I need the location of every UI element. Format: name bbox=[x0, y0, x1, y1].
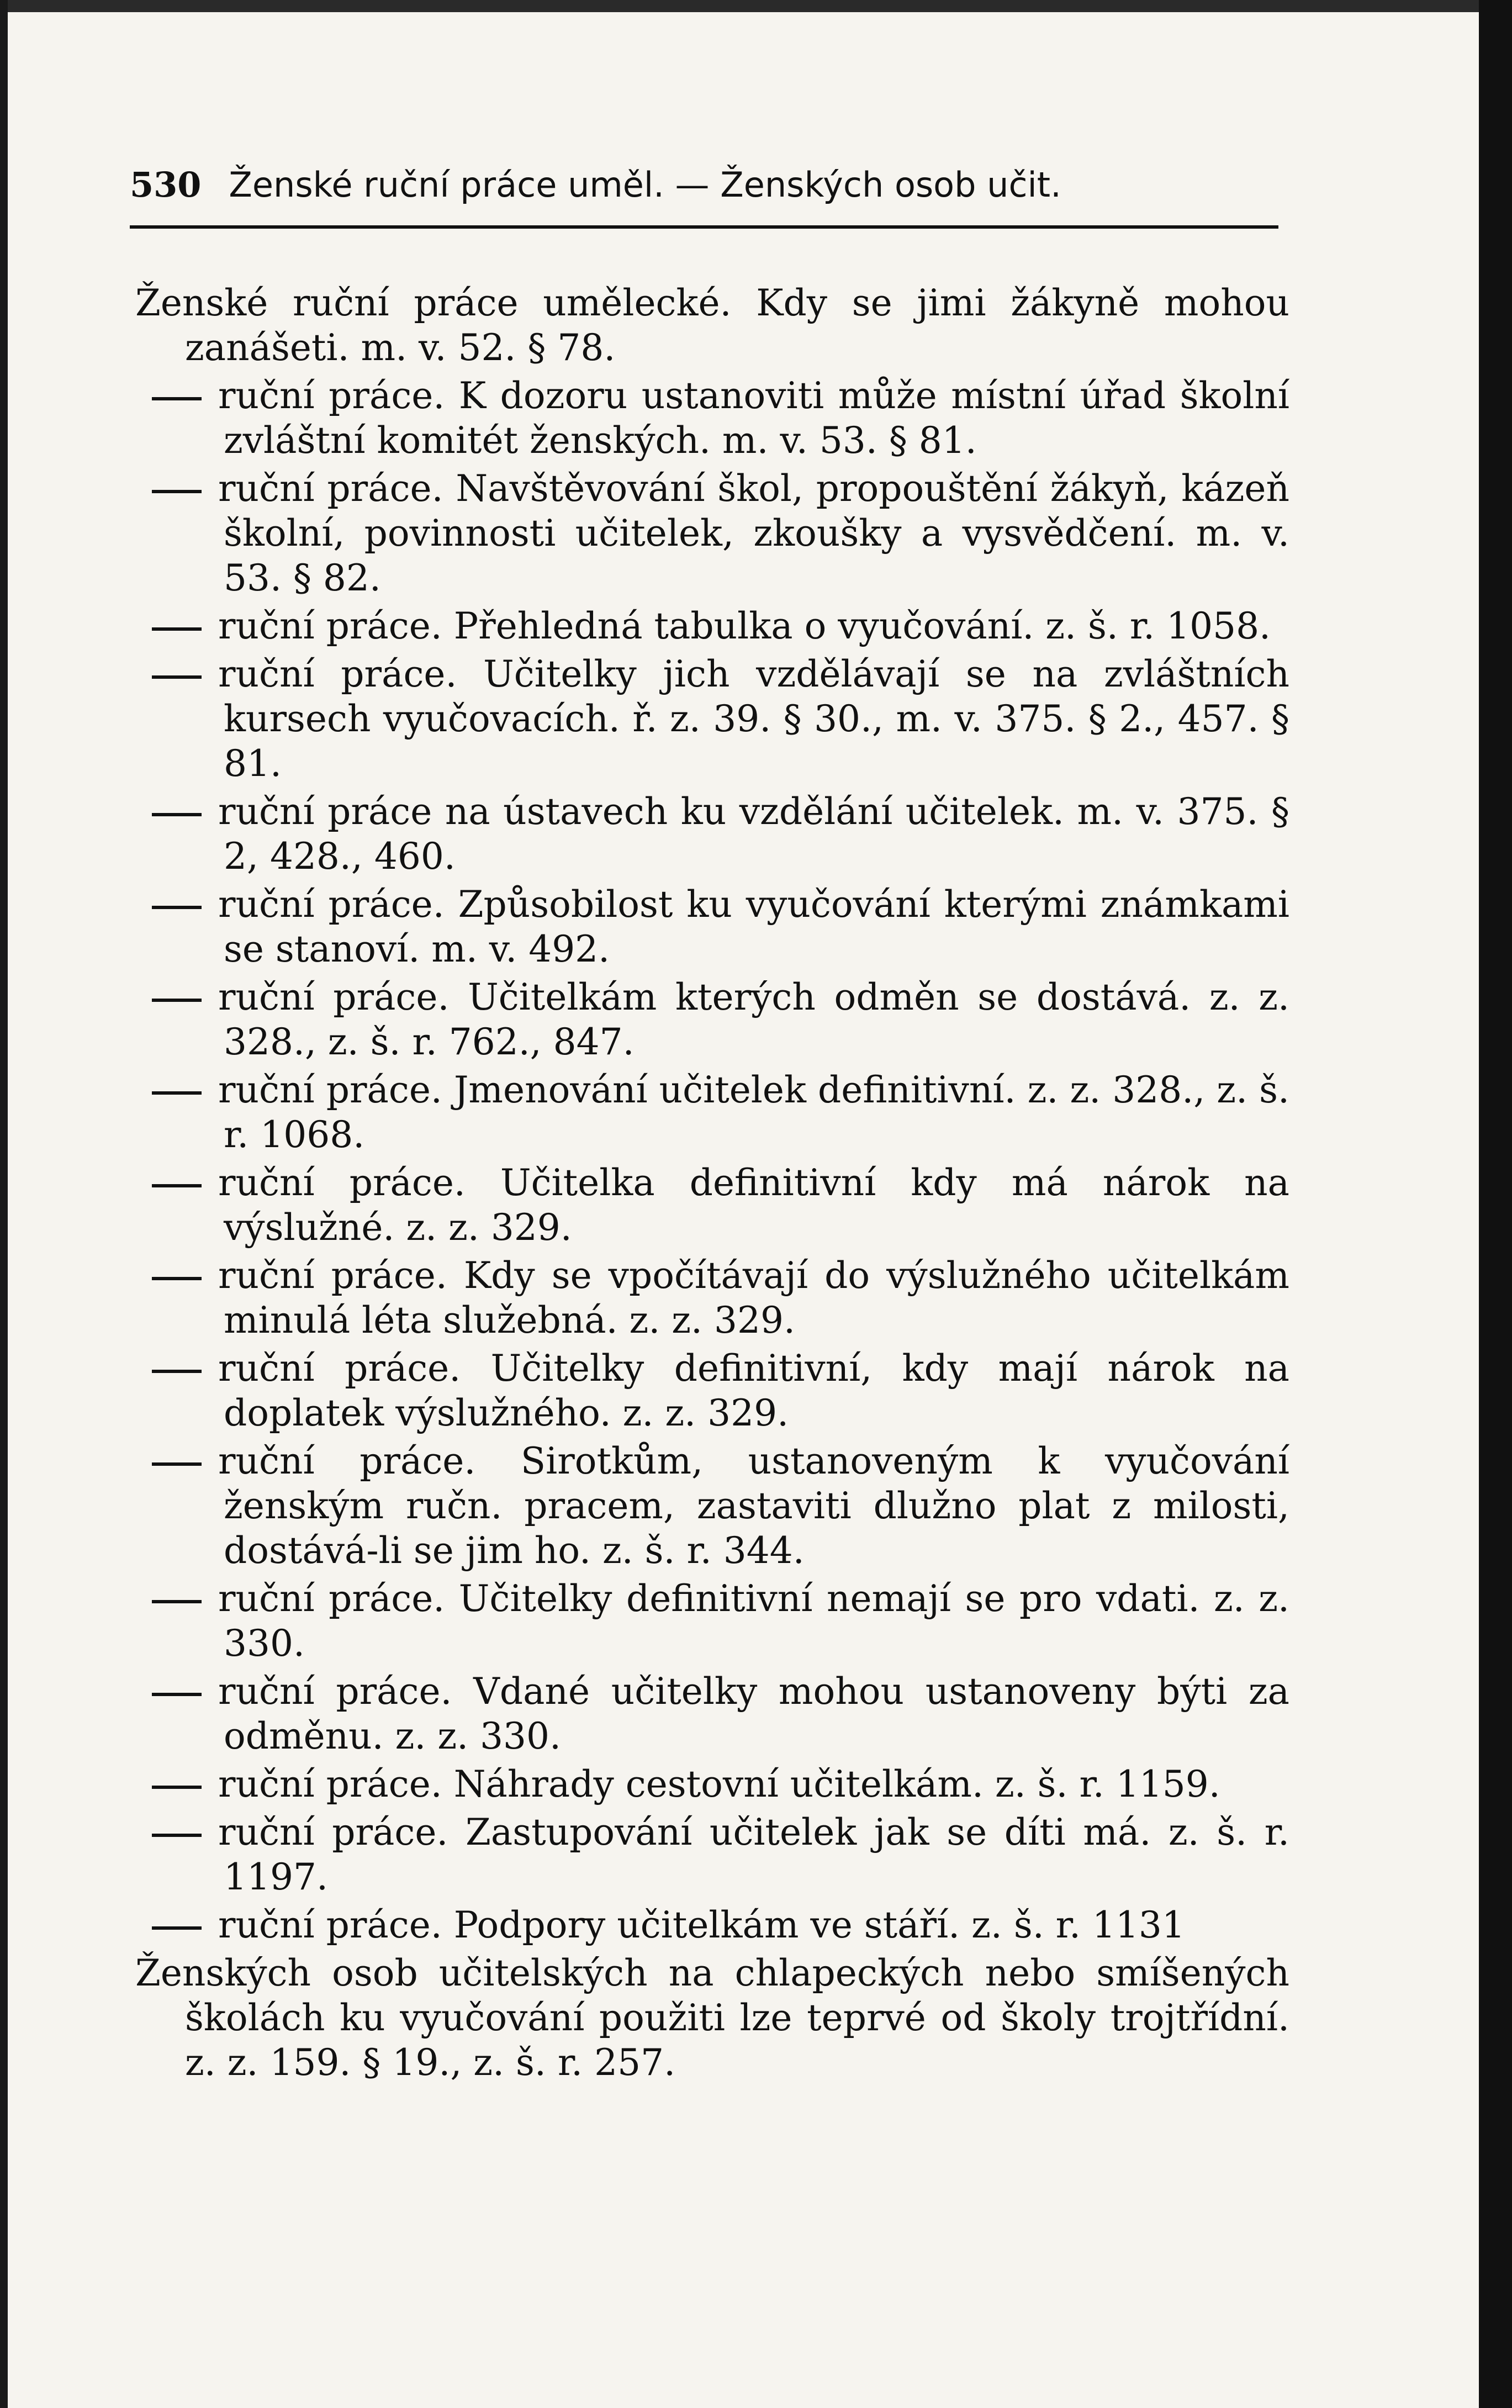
dash-mark bbox=[135, 1669, 218, 1714]
dash-mark bbox=[135, 1576, 218, 1621]
index-entries bbox=[135, 281, 1289, 2088]
index-entry: ruční práce. Jmenování učitelek definitivní. z. z. 328., z. š. r. 1068. bbox=[135, 1068, 1289, 1157]
page-number: 530 bbox=[130, 165, 202, 205]
dash-mark bbox=[135, 1346, 218, 1391]
page-header bbox=[130, 165, 1278, 209]
dash-mark bbox=[135, 1253, 218, 1298]
index-entry: ruční práce. Učitelky definitivní, kdy mají nárok na doplatek výslužného. z. z. 329. bbox=[135, 1346, 1289, 1435]
scan-edge-right bbox=[1479, 0, 1512, 2408]
dash-mark bbox=[135, 975, 218, 1020]
index-entry: ruční práce. Náhrady cestovní učitelkám. z. š. r. 1159. bbox=[135, 1762, 1289, 1807]
index-entry: ruční práce. K dozoru ustanoviti může místní úřad školní zvláštní komitét ženských. m. v. 53. § 81. bbox=[135, 373, 1289, 463]
scan-edge-top bbox=[0, 0, 1512, 12]
index-entry: ruční práce. Učitelka definitivní kdy má nárok na výslužné. z. z. 329. bbox=[135, 1160, 1289, 1250]
index-entry: ruční práce. Přehledná tabulka o vyučování. z. š. r. 1058. bbox=[135, 604, 1289, 648]
scan-edge-left bbox=[0, 0, 8, 2408]
dash-mark bbox=[135, 1810, 218, 1855]
dash-mark bbox=[135, 466, 218, 511]
dash-mark bbox=[135, 1160, 218, 1205]
index-entry: ruční práce na ústavech ku vzdělání učitelek. m. v. 375. § 2, 428., 460. bbox=[135, 789, 1289, 879]
index-entry: ruční práce. Podpory učitelkám ve stáří. z. š. r. 1131 bbox=[135, 1903, 1289, 1947]
header-rule bbox=[130, 225, 1278, 229]
dash-mark bbox=[135, 604, 218, 648]
index-entry: ruční práce. Zastupování učitelek jak se díti má. z. š. r. 1197. bbox=[135, 1810, 1289, 1899]
index-entry: ruční práce. Sirotkům, ustanoveným k vyučování ženským ručn. pracem, zastaviti dlužno plat z milosti, dostává-li se jim ho. z. š. r. 344. bbox=[135, 1439, 1289, 1573]
dash-mark bbox=[135, 789, 218, 834]
index-entry: ruční práce. Navštěvování škol, propouštění žákyň, kázeň školní, povinnosti učitelek, zkoušky a vysvědčení. m. v. 53. § 82. bbox=[135, 466, 1289, 600]
index-entry: ruční práce. Kdy se vpočítávají do výslužného učitelkám minulá léta služebná. z. z. 329. bbox=[135, 1253, 1289, 1343]
index-entry: ruční práce. Učitelky jich vzdělávají se na zvláštních kursech vyučovacích. ř. z. 39. § 30., m. v. 375. § 2., 457. § 81. bbox=[135, 652, 1289, 786]
dash-mark bbox=[135, 1439, 218, 1483]
running-title: Ženské ruční práce uměl. — Ženských osob učit. bbox=[229, 165, 1061, 205]
index-entry: ruční práce. Učitelky definitivní nemají se pro vdati. z. z. 330. bbox=[135, 1576, 1289, 1666]
dash-mark bbox=[135, 1068, 218, 1112]
dash-mark bbox=[135, 882, 218, 927]
dash-mark bbox=[135, 652, 218, 696]
index-entry: Ženských osob učitelských na chlapeckých nebo smíšených školách ku vyučování použiti lze teprvé od školy trojtřídní. z. z. 159. § 19., z. š. r. 257. bbox=[135, 1952, 1289, 2084]
dash-mark bbox=[135, 1762, 218, 1807]
dash-mark bbox=[135, 373, 218, 418]
index-entry: Ženské ruční práce umělecké. Kdy se jimi žákyně mohou zanášeti. m. v. 52. § 78. bbox=[135, 282, 1289, 369]
index-entry: ruční práce. Způsobilost ku vyučování kterými známkami se stanoví. m. v. 492. bbox=[135, 882, 1289, 971]
dash-mark bbox=[135, 1903, 218, 1947]
index-entry: ruční práce. Vdané učitelky mohou ustanoveny býti za odměnu. z. z. 330. bbox=[135, 1669, 1289, 1759]
index-entry: ruční práce. Učitelkám kterých odměn se dostává. z. z. 328., z. š. r. 762., 847. bbox=[135, 975, 1289, 1064]
